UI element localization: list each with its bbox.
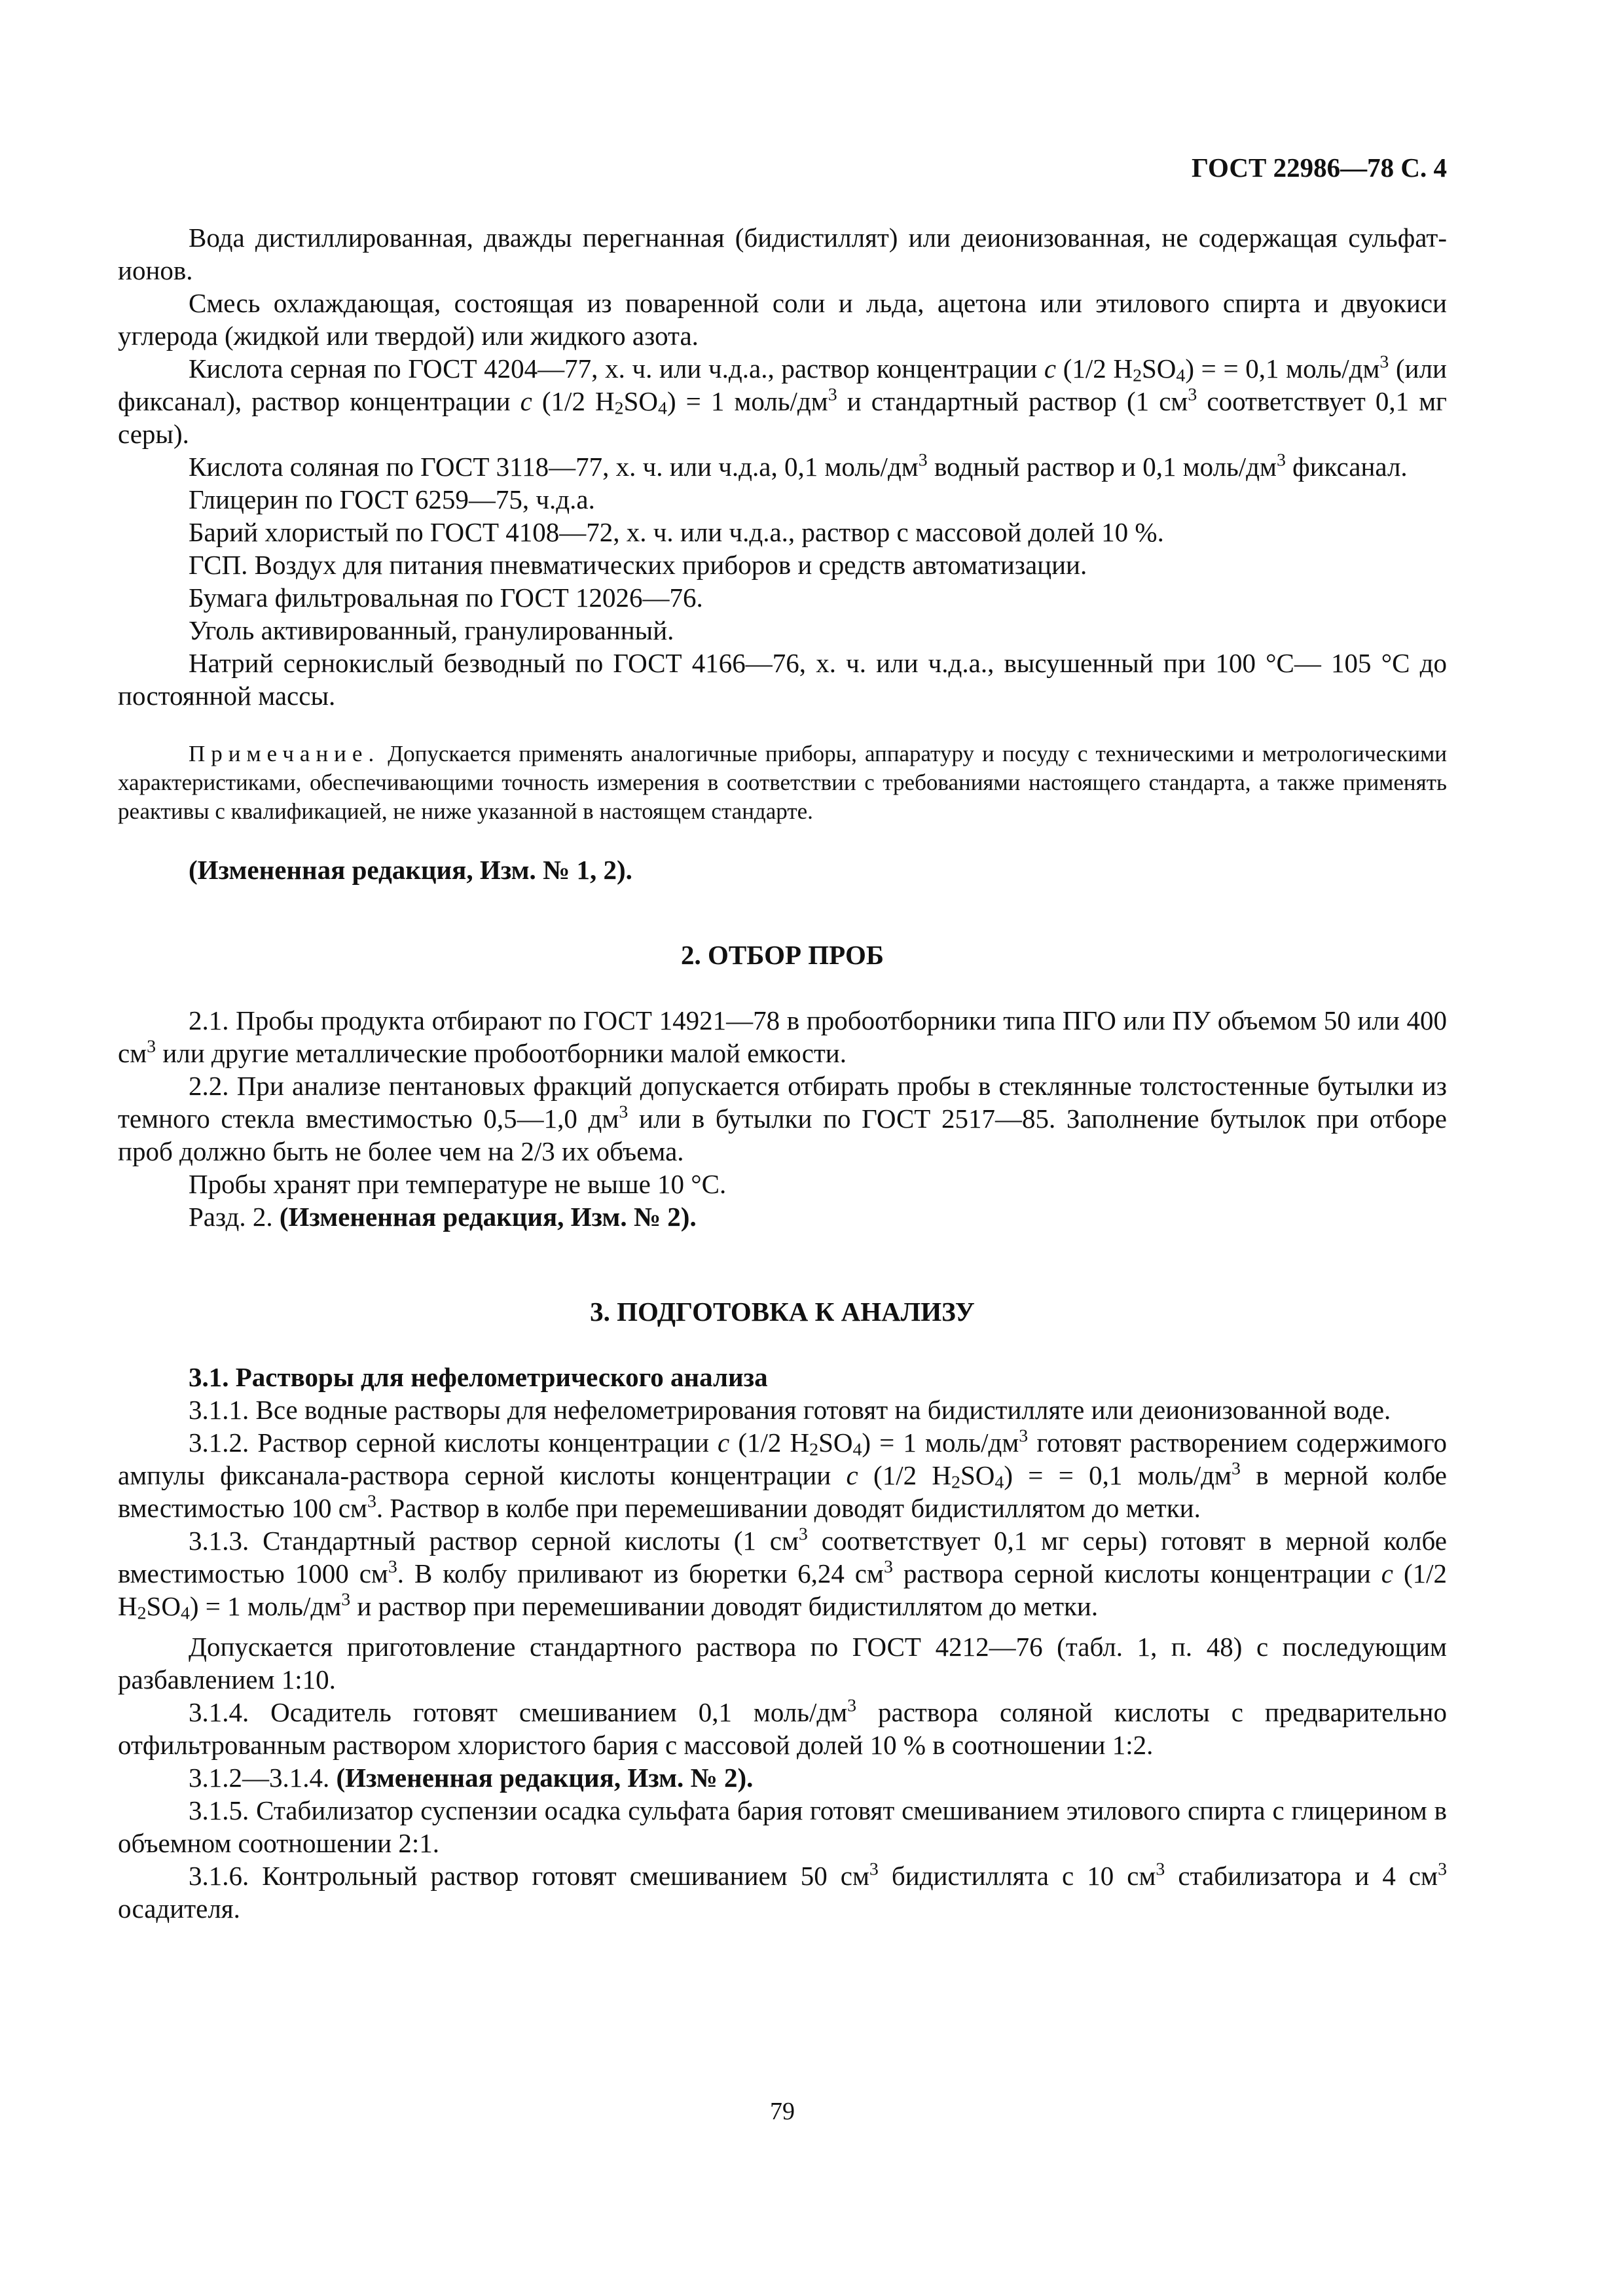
amendment-note: (Измененная редакция, Изм. № 1, 2). <box>189 855 632 885</box>
clause-3-1-4: 3.1.4. Осадитель готовят смешиванием 0,1 моль/$дм^3$ раствора соляной кислоты с предварительно отфильтрованным раствором хлористого бария с массовой долей 10 % в соотношении 1:2. <box>118 1695 1447 1760</box>
amendment-text: (Измененная редакция, Изм. № 2). <box>336 1763 754 1793</box>
section-2-amendment <box>118 1200 1447 1233</box>
section-title-3: 3. ПОДГОТОВКА К АНАЛИЗУ <box>590 1297 975 1327</box>
clause-3-1-2: 3.1.2. Раствор серной кислоты концентрации с (1/2 $H_2SO_4) = 1$ моль/$дм^3$ готовят растворением содержимого ампулы фиксанала-раствора серной кислоты концентрации с (1/2 $H_2SO_4$) = = 0,1 моль/$дм^3$ в мерной колбе вместимостью 100 $см^3$. Раствор в колбе при перемешивании доводят бидистиллятом до метки. <box>118 1426 1447 1523</box>
reagent-item: Смесь охлаждающая, состоящая из поваренной соли и льда, ацетона или этилового спирта и двуокиси углерода (жидкой или твердой) или жидкого азота. <box>118 288 1447 351</box>
reagent-list <box>118 221 1447 712</box>
reagent-item: Барий хлористый по ГОСТ 4108—72, х. ч. или ч.д.а., раствор с массовой долей 10 %. <box>189 517 1164 547</box>
clause-3-1-3-addendum: Допускается приготовление стандартного раствора по ГОСТ 4212—76 (табл. 1, п. 48) с последующим разбавлением 1:10. <box>118 1632 1447 1695</box>
note-paragraph <box>118 740 1447 826</box>
amendment-prefix: Разд. 2. <box>189 1202 280 1232</box>
amendment-text: (Измененная редакция, Изм. № 2). <box>279 1202 697 1232</box>
clause-3-1-1: 3.1.1. Все водные растворы для нефелометрирования готовят на бидистилляте или деионизованной воде. <box>189 1395 1391 1425</box>
reagent-item: ГСП. Воздух для питания пневматических приборов и средств автоматизации. <box>189 550 1087 580</box>
clauses-3-1-2-4-amendment <box>118 1761 1447 1794</box>
note-text: Допускается применять аналогичные приборы, аппаратуру и посуду с техническими и метрологическими характеристиками, обеспечивающими точность измерения в соответствии с требованиями настоящего стандарта, а также применять реактивы с квалификацией, не ниже указанной в настоящем стандарте. <box>118 741 1447 824</box>
note-label: Примечание. <box>189 741 380 766</box>
clause-2-2: 2.2. При анализе пентановых фракций допускается отбирать пробы в стеклянные толстостенные бутылки из темного стекла вместимостью 0,5—1,0 $дм^3$ или в бутылки по ГОСТ 2517—85. Заполнение бутылок при отборе проб должно быть не более чем на 2/3 их объема. <box>118 1071 1447 1166</box>
clause-3-1-5: 3.1.5. Стабилизатор суспензии осадка сульфата бария готовят смешиванием этилового спирта с глицерином в объемном соотношении 2:1. <box>118 1795 1447 1858</box>
reagent-item: Глицерин по ГОСТ 6259—75, ч.д.а. <box>189 484 595 514</box>
clause-2-1: 2.1. Пробы продукта отбирают по ГОСТ 14921—78 в пробоотборники типа ПГО или ПУ объемом 50 или 400 $см^3$ или другие металлические пробоотборники малой емкости. <box>118 1005 1447 1068</box>
clause-3-1-6: 3.1.6. Контрольный раствор готовят смешиванием 50 $см^3$ бидистиллята с 10 $см^3$ стабилизатора и 4 $см^3$ осадителя. <box>118 1859 1447 1924</box>
amendment-prefix: 3.1.2—3.1.4. <box>189 1763 337 1793</box>
clause-3-1-3: 3.1.3. Стандартный раствор серной кислоты (1 $см^3$ соответствует 0,1 мг серы) готовят в мерной колбе вместимостью 1000 $см^3$. В колбу приливают из бюретки 6,24 $см^3$ раствора серной кислоты концентрации с (1/2 $H_2SO_4) = 1$ моль/$дм^3$ и раствор при перемешивании доводят бидистиллятом до метки. <box>118 1524 1448 1624</box>
storage-note: Пробы хранят при температуре не выше 10 °С. <box>189 1169 727 1199</box>
reagent-item: Уголь активированный, гранулированный. <box>189 615 674 645</box>
running-header: ГОСТ 22986—78 С. 4 <box>1191 152 1447 183</box>
document-page <box>118 0 1447 2296</box>
document-body <box>118 221 1447 1925</box>
subsection-title-3-1: 3.1. Растворы для нефелометрического анализа <box>189 1362 768 1392</box>
reagent-item: Натрий сернокислый безводный по ГОСТ 4166—76, х. ч. или ч.д.а., высушенный при 100 °С— 105 °С до постоянной массы. <box>118 648 1447 711</box>
reagent-item: Бумага фильтровальная по ГОСТ 12026—76. <box>189 583 703 613</box>
reagent-item: Вода дистиллированная, дважды перегнанная (бидистиллят) или деионизованная, не содержащая сульфат-ионов. <box>118 223 1447 285</box>
reagent-item: Кислота соляная по ГОСТ 3118—77, х. ч. или ч.д.а, 0,1 моль/$дм^3$ водный раствор и 0,1 моль/$дм^3$ фиксанал. <box>189 450 1408 482</box>
page-number: 79 <box>770 2098 795 2125</box>
reagent-item: Кислота серная по ГОСТ 4204—77, х. ч. или ч.д.а., раствор концентрации с (1/2 $H_2SO_4$) = = 0,1 моль/$дм^3$ (или фиксанал), раствор концентрации с (1/2 $H_2SO_4) = 1$ моль/$дм^3$ и стандартный раствор (1 $см^3$ соответствует 0,1 мг серы). <box>118 351 1448 449</box>
section-title-2: 2. ОТБОР ПРОБ <box>681 940 884 970</box>
